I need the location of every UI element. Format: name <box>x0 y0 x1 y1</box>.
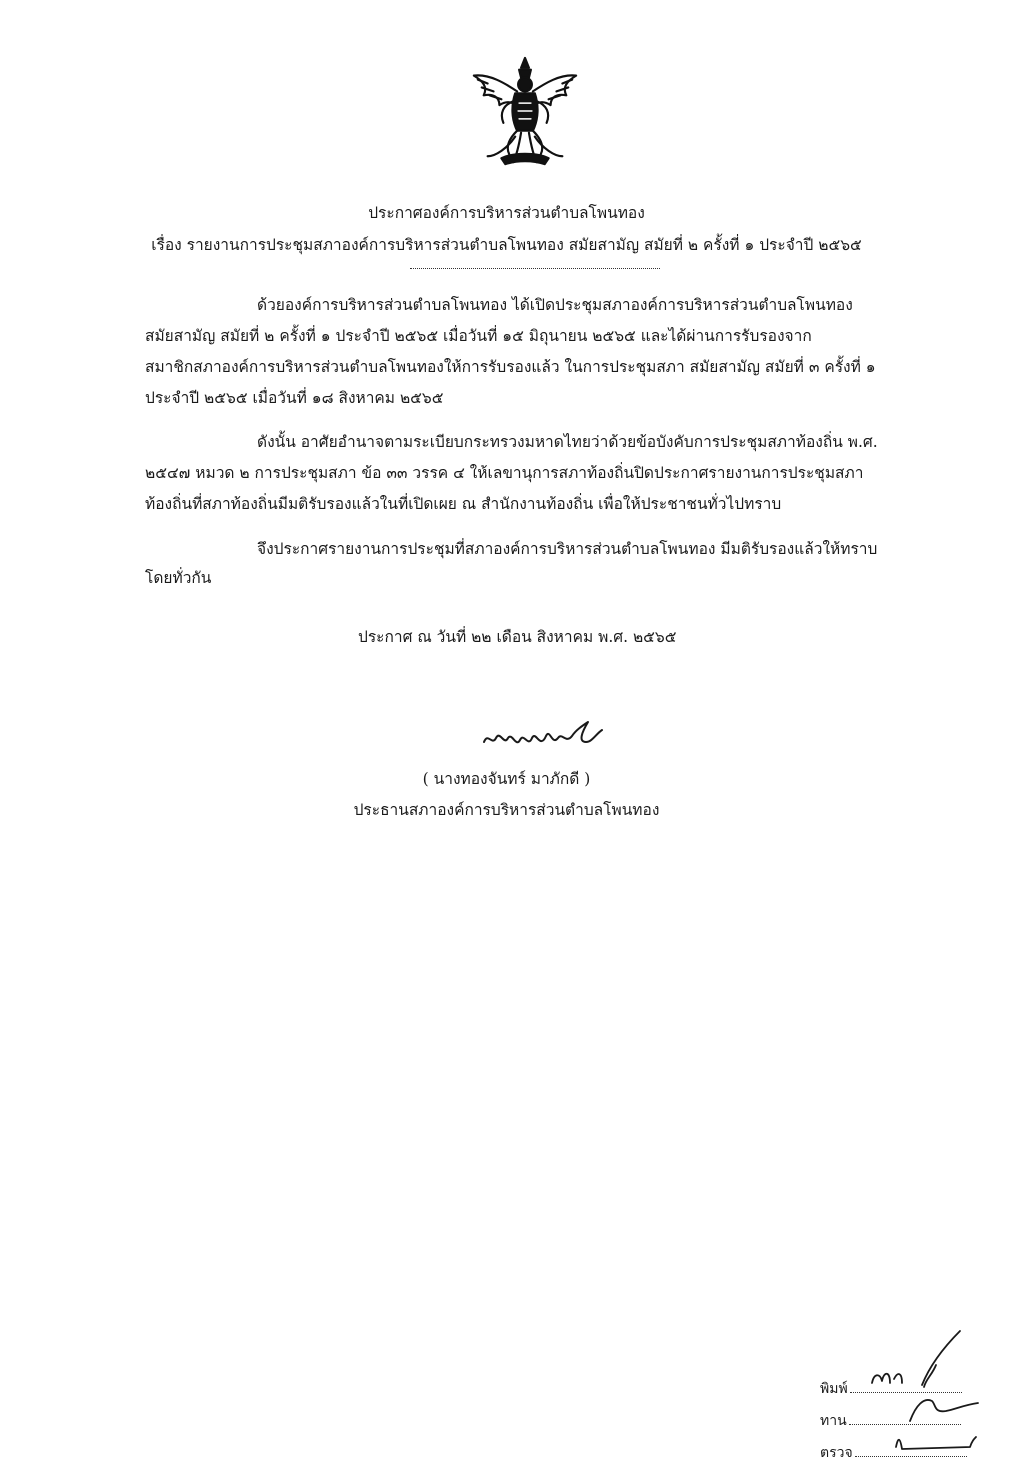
para3-line-1: จึงประกาศรายงานการประชุมที่สภาองค์การบริหารส่วนตำบลโพนทอง มีมติรับรองแล้วให้ทราบ <box>257 540 878 558</box>
para1-line-4: ประจำปี ๒๕๖๕ เมื่อวันที่ ๑๘ สิงหาคม ๒๕๖๕ <box>145 389 444 407</box>
signer-name: ( นางทองจันทร์ มาภักดี ) <box>422 770 591 788</box>
para1-line-3: สมาชิกสภาองค์การบริหารส่วนตำบลโพนทองให้การรับรองแล้ว ในการประชุมสภา สมัยสามัญ สมัยที่ ๓ ครั้งที่ ๑ <box>145 358 876 376</box>
announcement-date: ประกาศ ณ วันที่ ๒๒ เดือน สิงหาคม พ.ศ. ๒๕๖๕ <box>358 628 677 646</box>
verified-by-label: ตรวจ <box>820 1445 853 1461</box>
signer-position: ประธานสภาองค์การบริหารส่วนตำบลโพนทอง <box>353 801 660 819</box>
checked-by-label: ทาน <box>820 1413 847 1429</box>
para2-line-2: ๒๕๔๗ หมวด ๒ การประชุมสภา ข้อ ๓๓ วรรค ๔ ให้เลขานุการสภาท้องถิ่นปิดประกาศรายงานการประชุมสภา <box>145 464 864 482</box>
handwritten-initials <box>860 1325 990 1465</box>
para2-line-1: ดังนั้น อาศัยอำนาจตามระเบียบกระทรวงมหาดไทยว่าด้วยข้อบังคับการประชุมสภาท้องถิ่น พ.ศ. <box>257 433 878 451</box>
para3-line-2: โดยทั่วกัน <box>145 569 212 587</box>
announcement-subject: เรื่อง รายงานการประชุมสภาองค์การบริหารส่วนตำบลโพนทอง สมัยสามัญ สมัยที่ ๒ ครั้งที่ ๑ ประจำปี ๒๕๖๕ <box>151 236 862 254</box>
typed-by-label: พิมพ์ <box>820 1381 848 1397</box>
para1-line-1: ด้วยองค์การบริหารส่วนตำบลโพนทอง ได้เปิดประชุมสภาองค์การบริหารส่วนตำบลโพนทอง <box>257 296 853 314</box>
para1-line-2: สมัยสามัญ สมัยที่ ๒ ครั้งที่ ๑ ประจำปี ๒๕๖๕ เมื่อวันที่ ๑๕ มิถุนายน ๒๕๖๕ และได้ผ่านการรับรองจาก <box>145 327 812 345</box>
garuda-emblem-icon <box>466 54 584 172</box>
handwritten-signature <box>478 712 608 756</box>
announcement-title: ประกาศองค์การบริหารส่วนตำบลโพนทอง <box>368 204 645 222</box>
para2-line-3: ท้องถิ่นที่สภาท้องถิ่นมีมติรับรองแล้วในที่เปิดเผย ณ สำนักงานท้องถิ่น เพื่อให้ประชาชนทั่วไปทราบ <box>145 495 782 513</box>
dotted-divider <box>410 268 660 269</box>
